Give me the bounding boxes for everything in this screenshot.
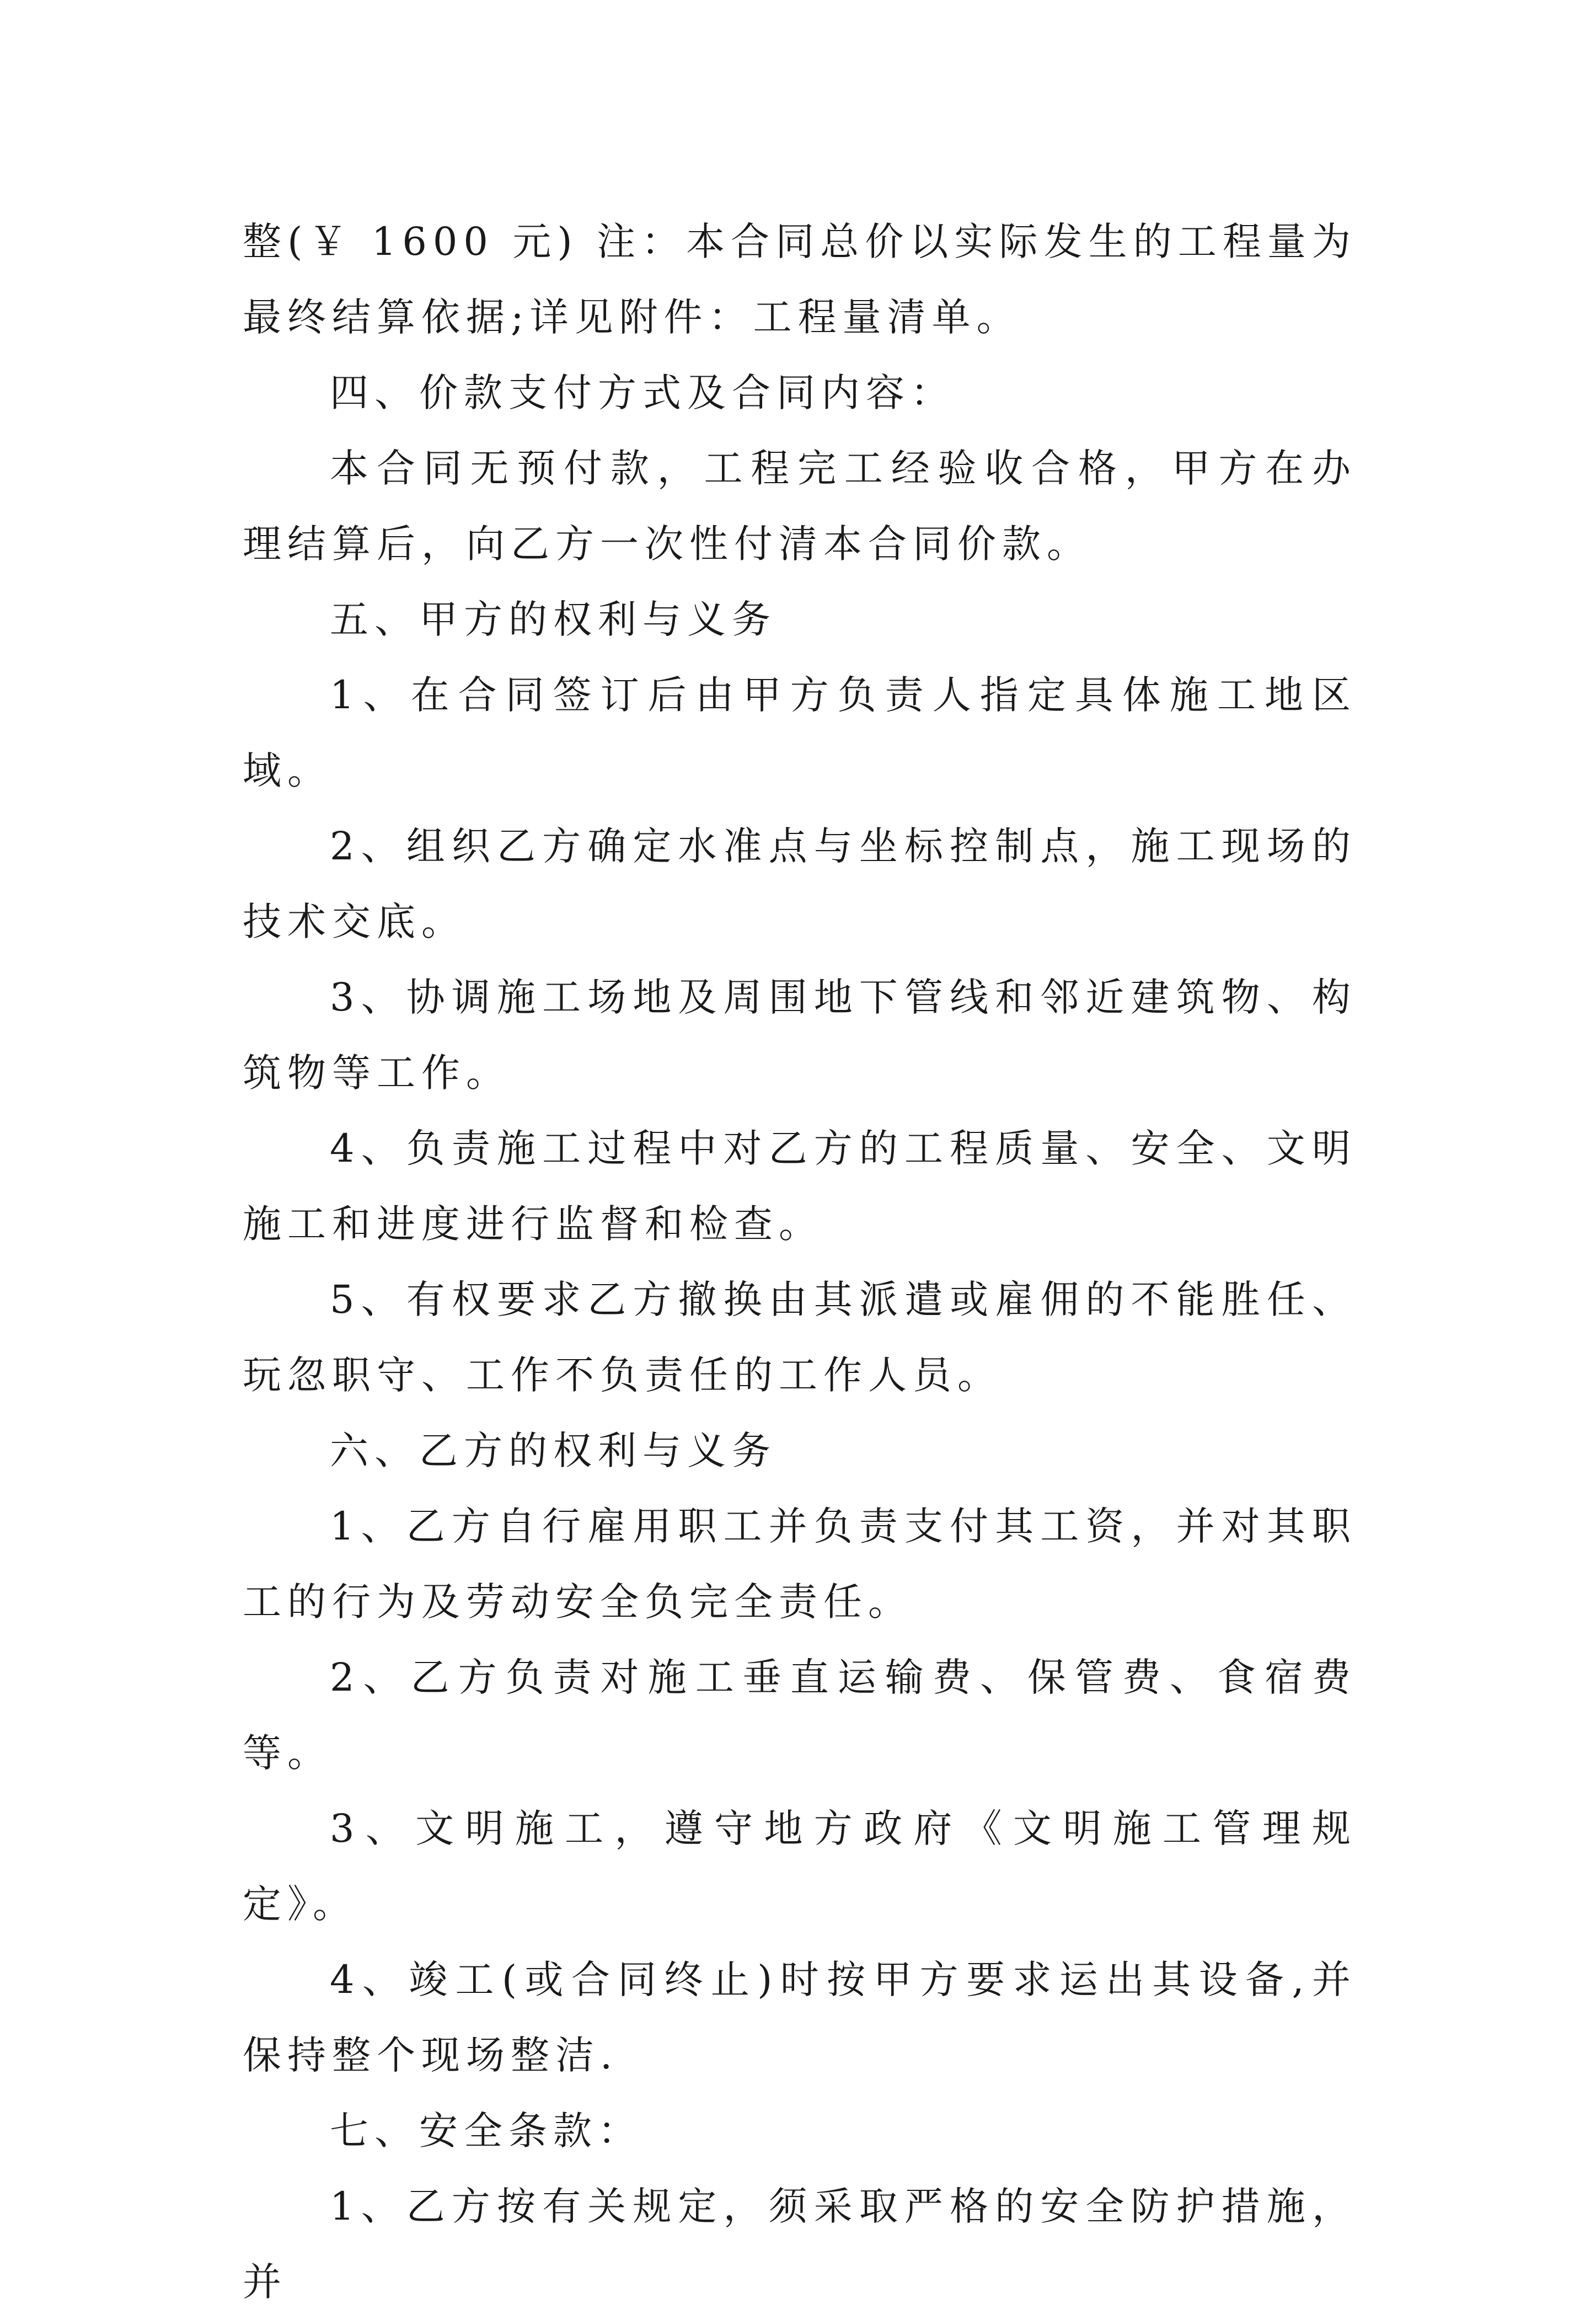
paragraph-party-b-item-4: 4、竣工(或合同终止)时按甲方要求运出其设备,并保持整个现场整洁. [243,1957,1357,2078]
heading-safety-terms: 七、安全条款： [330,2108,642,2153]
paragraph-contract-price-note: 整(￥ 1600 元) 注：本合同总价以实际发生的工程量为最终结算依据;详见附件：工程量清单。 [243,219,1357,340]
heading-party-b-rights: 六、乙方的权利与义务 [330,1428,776,1473]
document-body [243,204,1357,2320]
paragraph-party-b-item-1: 1、乙方自行雇用职工并负责支付其工资，并对其职工的行为及劳动安全负完全责任。 [243,1504,1357,1624]
heading-party-a-rights: 五、甲方的权利与义务 [330,597,776,642]
paragraph-party-a-item-4: 4、负责施工过程中对乙方的工程质量、安全、文明施工和进度进行监督和检查。 [243,1126,1357,1247]
paragraph-party-a-item-2: 2、组织乙方确定水准点与坐标控制点，施工现场的技术交底。 [243,824,1357,944]
paragraph-safety-item-1: 1、乙方按有关规定，须采取严格的安全防护措施，并 [243,2184,1357,2305]
paragraph-party-b-item-3: 3、文明施工，遵守地方政府《文明施工管理规定》。 [243,1806,1357,1927]
paragraph-party-a-item-1: 1、在合同签订后由甲方负责人指定具体施工地区域。 [243,672,1357,793]
paragraph-party-b-item-2: 2、乙方负责对施工垂直运输费、保管费、食宿费等。 [243,1655,1357,1776]
heading-payment-method: 四、价款支付方式及合同内容： [330,370,955,415]
paragraph-party-a-item-3: 3、协调施工场地及周围地下管线和邻近建筑物、构筑物等工作。 [243,975,1357,1095]
paragraph-payment-terms: 本合同无预付款，工程完工经验收合格，甲方在办理结算后，向乙方一次性付清本合同价款。 [243,446,1357,566]
paragraph-party-a-item-5: 5、有权要求乙方撤换由其派遣或雇佣的不能胜任、玩忽职守、工作不负责任的工作人员。 [243,1277,1357,1398]
